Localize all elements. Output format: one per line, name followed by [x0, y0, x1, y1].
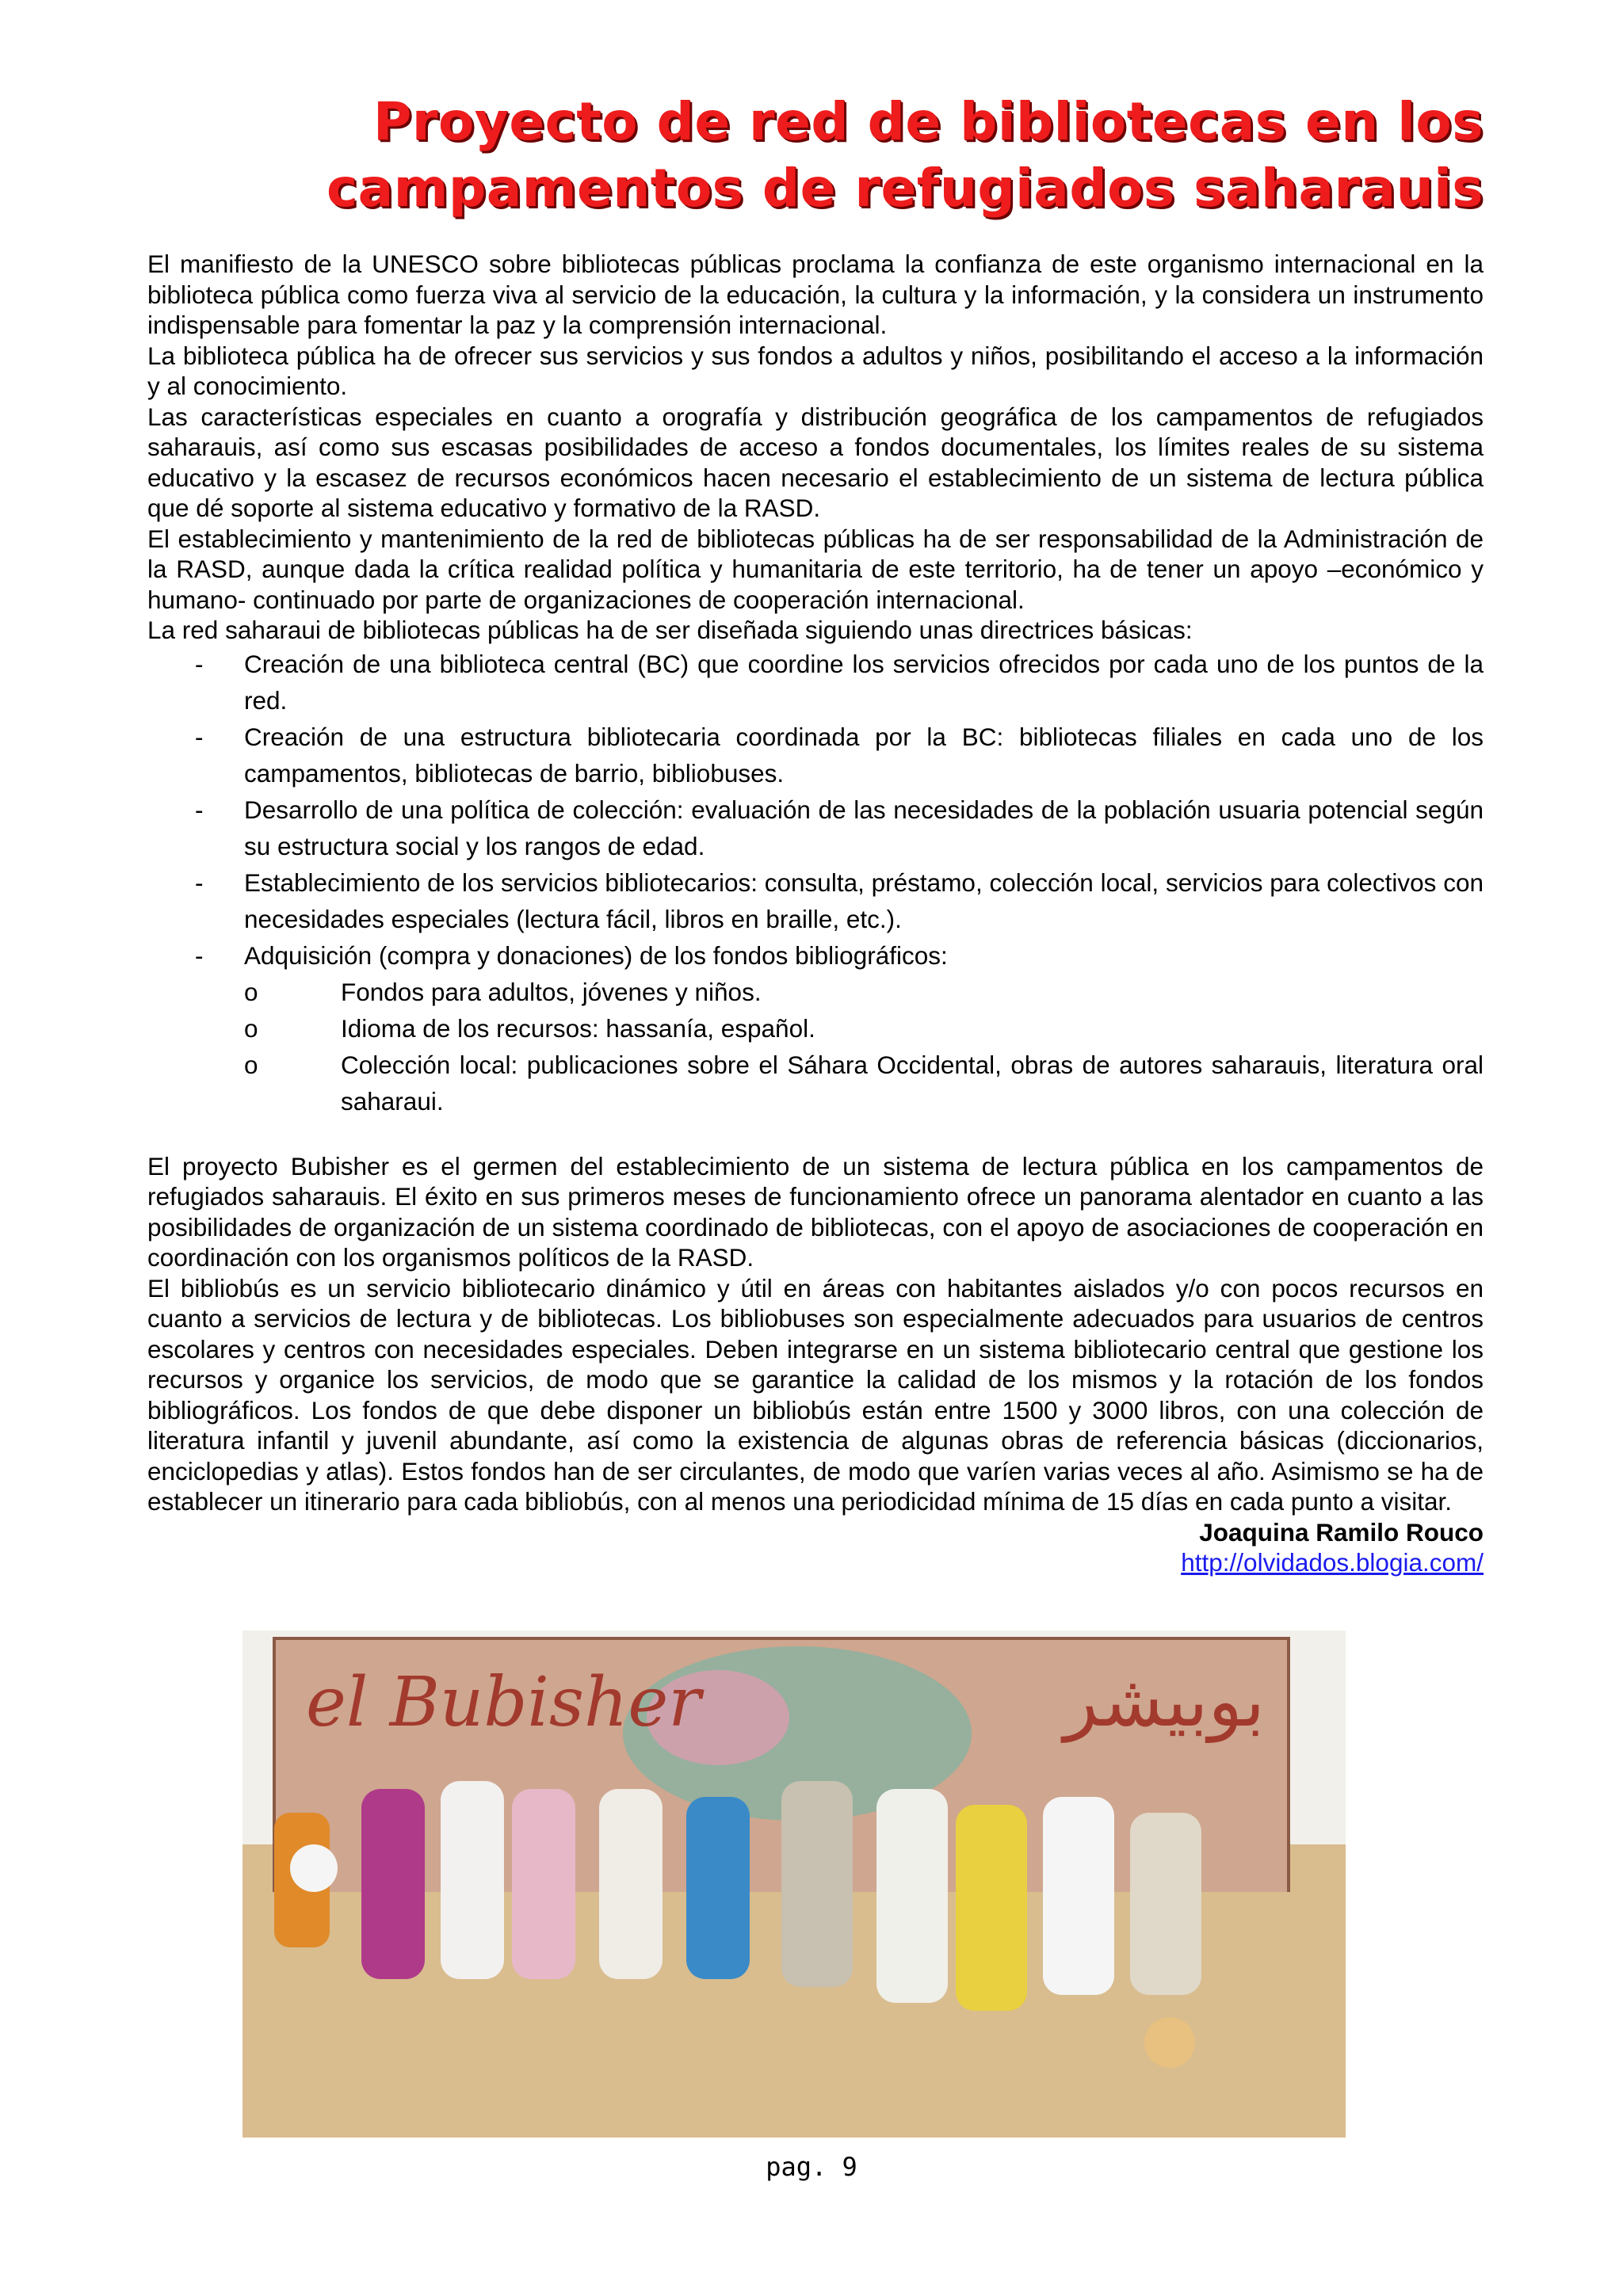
child-figure: [876, 1789, 948, 2003]
ball: [1144, 2017, 1195, 2068]
paragraph: La red saharaui de bibliotecas públicas ha de ser diseñada siguiendo unas directrices básicas:: [147, 616, 1193, 644]
sublist-item-text: Colección local: publicaciones sobre el Sáhara Occidental, obras de autores saharauis, literatura oral saharaui.: [341, 1050, 1484, 1116]
sublist-item-text: Idioma de los recursos: hassanía, español.: [341, 1013, 815, 1043]
mural-text-left: el Bubisher: [306, 1663, 701, 1742]
list-item-text: Establecimiento de los servicios bibliotecarios: consulta, préstamo, colección local, servicios para colectivos con necesidades especiales (lectura fácil, libros en braille, etc.).: [244, 868, 1484, 933]
mural-text-right: بوبيشر: [1064, 1660, 1265, 1743]
page-number: pag. 9: [766, 2152, 857, 2182]
bullet-marker: -: [195, 795, 204, 824]
list-item: [147, 646, 1484, 719]
child-figure: [361, 1789, 425, 1979]
paragraph: El manifiesto de la UNESCO sobre bibliotecas públicas proclama la confianza de este organismo internacional en la biblioteca pública como fuerza viva al servicio de la educación, la cultura y la información, y la considera un instrumento indispensable para fomentar la paz y la comprensión internacional.: [147, 250, 1484, 339]
child-figure: [512, 1789, 575, 1979]
title-line-1: Proyecto de red de bibliotecas en los: [373, 91, 1484, 152]
list-item-text: Adquisición (compra y donaciones) de los fondos bibliográficos:: [244, 940, 948, 970]
child-figure: [686, 1797, 750, 1979]
paragraph: El bibliobús es un servicio bibliotecario dinámico y útil en áreas con habitantes aislados y/o con pocos recursos en cuanto a servicios de lectura y de bibliotecas. Los bibliobuses son especialmente adecuados para usuarios de centros escolares y centros con necesidades especiales. Deben integrarse en un sistema bibliotecario central que gestione los recursos y organice los servicios, de modo que se garantice la calidad de los mismos y la rotación de los fondos bibliográficos. Los fondos de que debe disponer un bibliobús están entre 1500 y 3000 libros, con una colección de literatura infantil y juvenil abundante, así como la existencia de algunas obras de referencia básicas (diccionarios, enciclopedias y atlas). Estos fondos han de ser circulantes, de modo que varíen varias veces al año. Asimismo se ha de establecer un itinerario para cada bibliobús, con al menos una periodicidad mínima de 15 días en cada punto a visitar.: [147, 1273, 1484, 1516]
child-figure: [1043, 1797, 1114, 1995]
bullet-marker: -: [195, 940, 204, 970]
child-figure: [441, 1781, 504, 1979]
list-item: [147, 791, 1484, 864]
bullet-marker: -: [195, 868, 204, 897]
bullet-marker: -: [195, 649, 204, 678]
child-figure: [599, 1789, 663, 1979]
bullet-marker: -: [195, 722, 204, 751]
child-figure: [781, 1781, 853, 1987]
child-figure: [956, 1805, 1027, 2011]
children-group: [274, 1781, 1201, 2011]
author-blog-url[interactable]: http://olvidados.blogia.com/: [1181, 1548, 1484, 1577]
sublist-item: [244, 1047, 1484, 1119]
list-item-text: Creación de una estructura bibliotecaria coordinada por la BC: bibliotecas filiales en cada uno de los campamentos, bibliotecas de barrio, bibliobuses.: [244, 722, 1484, 788]
sub-bullet-marker: o: [244, 1013, 258, 1043]
author-signature: Joaquina Ramilo Rouco: [1199, 1517, 1484, 1547]
list-item: [147, 937, 1484, 1119]
sublist-item: [244, 974, 1484, 1010]
child-figure: [1130, 1813, 1201, 1995]
paragraph: El proyecto Bubisher es el germen del establecimiento de un sistema de lectura pública en los campamentos de refugiados saharauis. El éxito en sus primeros meses de funcionamiento ofrece un panorama alentador en cuanto a las posibilidades de organización de un sistema coordinado de bibliotecas, con el apoyo de asociaciones de cooperación en coordinación con los organismos políticos de la RASD.: [147, 1151, 1484, 1272]
paragraph: Las características especiales en cuanto a orografía y distribución geográfica de los campamentos de refugiados saharauis, así como sus escasas posibilidades de acceso a fondos documentales, los límites reales de su sistema educativo y la escasez de recursos económicos hacen necesario el establecimiento de un sistema de lectura pública que dé soporte al sistema educativo y formativo de la RASD.: [147, 402, 1484, 522]
sublist-item-text: Fondos para adultos, jóvenes y niños.: [341, 977, 762, 1006]
guidelines-list: [147, 646, 1484, 1119]
sub-bullet-marker: o: [244, 977, 258, 1006]
paragraph-spacer: [147, 1119, 1484, 1151]
list-item: [147, 719, 1484, 791]
list-item: [147, 864, 1484, 937]
paragraph: El establecimiento y mantenimiento de la red de bibliotecas públicas ha de ser responsabilidad de la Administración de la RASD, aunque dada la crítica realidad política y humanitaria de este territorio, ha de tener un apoyo –económico y humano- continuado por parte de organizaciones de cooperación internacional.: [147, 524, 1484, 614]
list-item-text: Desarrollo de una política de colección: evaluación de las necesidades de la población usuaria potencial según su estructura social y los rangos de edad.: [244, 795, 1484, 860]
sub-bullet-marker: o: [244, 1050, 258, 1079]
paragraph: La biblioteca pública ha de ofrecer sus servicios y sus fondos a adultos y niños, posibilitando el acceso a la información y al conocimiento.: [147, 341, 1484, 400]
acquisition-sublist: [244, 974, 1484, 1119]
author-blog-link[interactable]: [147, 1547, 1484, 1578]
list-item-text: Creación de una biblioteca central (BC) que coordine los servicios ofrecidos por cada uno de los puntos de la red.: [244, 649, 1484, 715]
page-title: [147, 89, 1484, 222]
photo-illustration: [242, 1630, 1346, 2138]
sublist-item: [244, 1010, 1484, 1047]
bubisher-photo: [242, 1630, 1346, 2138]
article-body: [147, 249, 1484, 1578]
ball: [290, 1844, 338, 1892]
title-line-2: campamentos de refugiados saharauis: [327, 158, 1484, 219]
